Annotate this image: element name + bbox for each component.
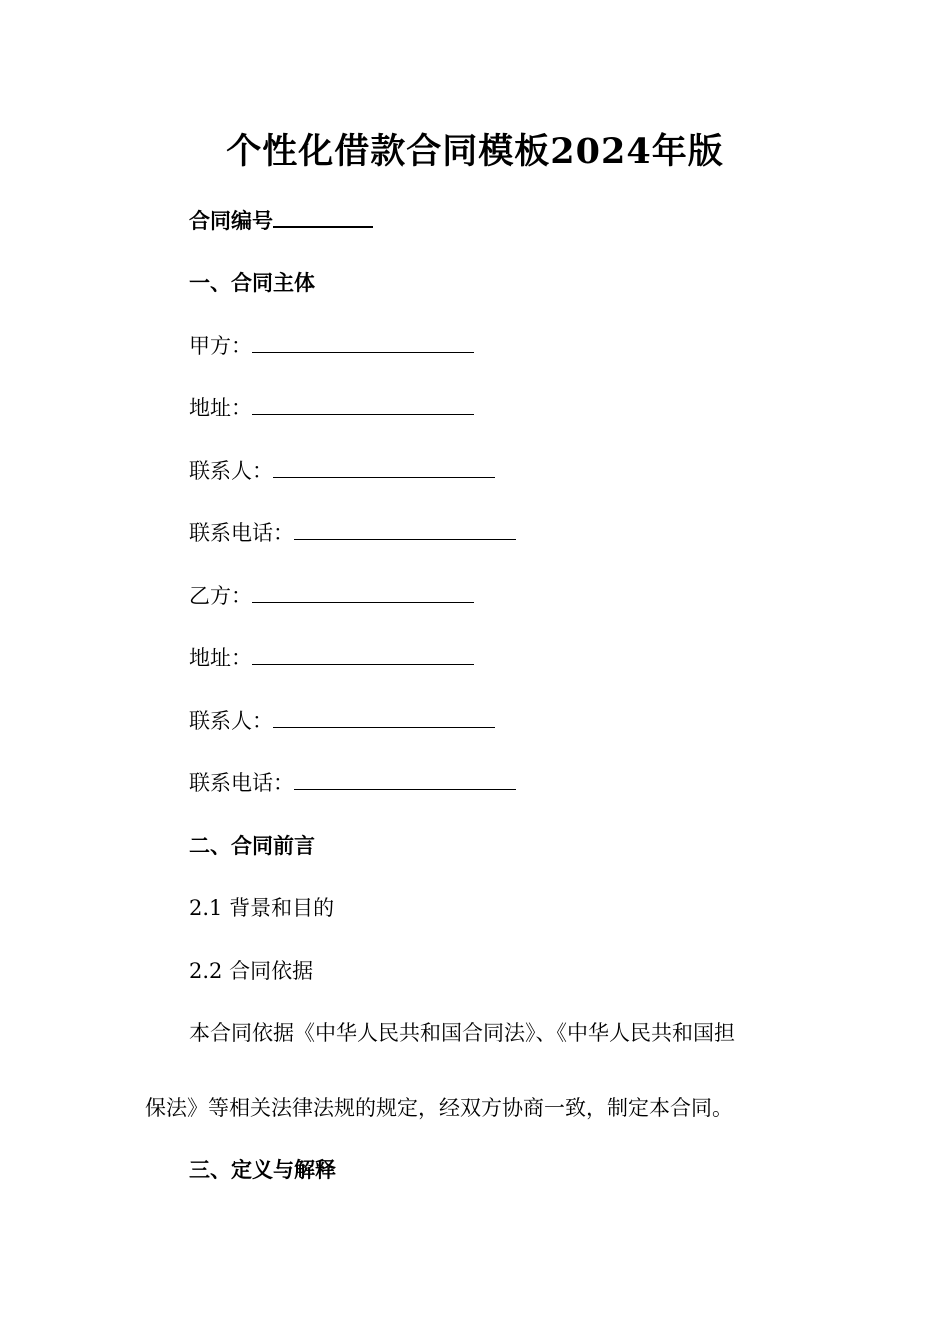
party-b-phone-line bbox=[189, 768, 516, 798]
paragraph-line-2: 保法》等相关法律法规的规定，经双方协商一致，制定本合同。 bbox=[145, 1096, 733, 1120]
party-b-contact-line bbox=[189, 706, 495, 736]
party-a-address-line bbox=[189, 393, 474, 423]
party-b-address-blank[interactable] bbox=[252, 646, 474, 665]
party-a-contact-line bbox=[189, 456, 495, 486]
party-b-phone-label: 联系电话： bbox=[189, 771, 294, 795]
party-b-contact-blank[interactable] bbox=[273, 709, 495, 728]
party-a-address-label: 地址： bbox=[189, 396, 252, 420]
party-b-address-label: 地址： bbox=[189, 646, 252, 670]
item-2-2: 2.2 合同依据 bbox=[189, 959, 314, 983]
section-2-heading: 二、合同前言 bbox=[189, 833, 315, 858]
party-b-line bbox=[189, 581, 474, 611]
party-a-phone-blank[interactable] bbox=[294, 521, 516, 540]
document-title: 个性化借款合同模板2024年版 bbox=[226, 131, 724, 172]
item-2-1: 2.1 背景和目的 bbox=[189, 896, 335, 920]
contract-number-label: 合同编号 bbox=[189, 208, 273, 233]
party-b-phone-blank[interactable] bbox=[294, 771, 516, 790]
paragraph-line-1: 本合同依据《中华人民共和国合同法》、《中华人民共和国担 bbox=[189, 1021, 735, 1045]
party-b-label: 乙方： bbox=[189, 584, 252, 608]
party-b-address-line bbox=[189, 643, 474, 673]
party-a-line bbox=[189, 331, 474, 361]
party-a-label: 甲方： bbox=[189, 334, 252, 358]
party-b-blank[interactable] bbox=[252, 584, 474, 603]
party-a-phone-label: 联系电话： bbox=[189, 521, 294, 545]
party-a-address-blank[interactable] bbox=[252, 396, 474, 415]
party-a-contact-blank[interactable] bbox=[273, 459, 495, 478]
section-3-heading: 三、定义与解释 bbox=[189, 1157, 336, 1182]
contract-number-blank[interactable] bbox=[273, 208, 373, 228]
party-a-blank[interactable] bbox=[252, 334, 474, 353]
party-a-contact-label: 联系人： bbox=[189, 459, 273, 483]
party-b-contact-label: 联系人： bbox=[189, 709, 273, 733]
contract-number-line bbox=[189, 206, 373, 236]
party-a-phone-line bbox=[189, 518, 516, 548]
section-1-heading: 一、合同主体 bbox=[189, 270, 315, 295]
